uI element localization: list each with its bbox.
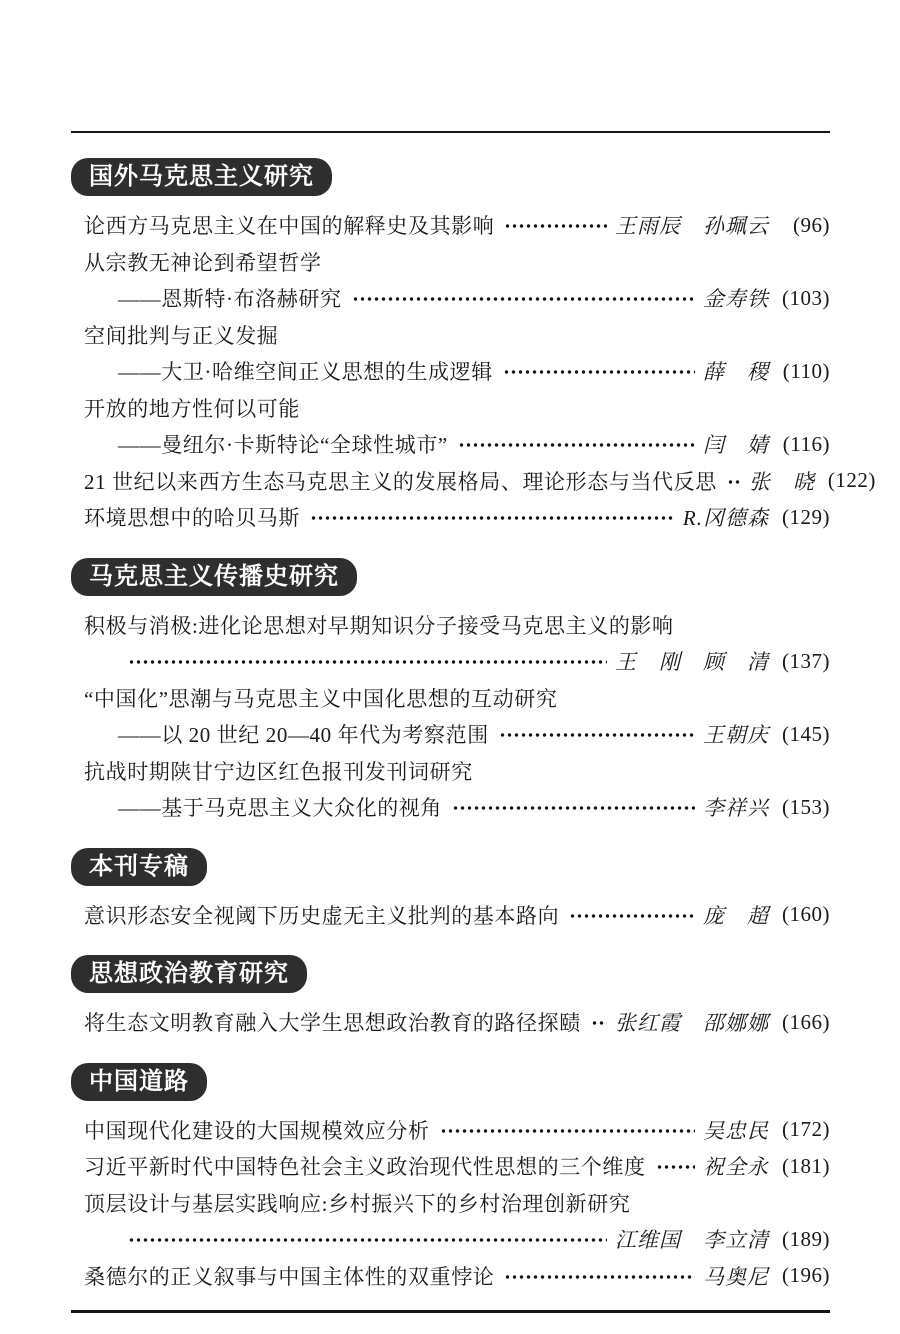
- toc-section: [71, 1041, 830, 1295]
- entry-page-number: (189): [782, 1226, 830, 1251]
- entry-authors: 王雨辰 孙珮云: [615, 214, 769, 239]
- entry-title: ——以 20 世纪 20—40 年代为考察范围: [118, 723, 489, 748]
- entry-authors: 张 晓: [748, 469, 815, 494]
- toc-entry: [71, 789, 830, 826]
- toc-entry: [71, 317, 830, 354]
- toc-entry: [71, 753, 830, 790]
- toc-entry: [71, 1221, 830, 1258]
- section-entries: [71, 207, 876, 536]
- entry-authors: 王朝庆: [703, 723, 769, 748]
- entry-title: “中国化”思潮与马克思主义中国化思想的互动研究: [84, 686, 558, 711]
- entry-page-number: (137): [782, 648, 830, 673]
- dot-leader: [504, 219, 607, 233]
- toc-entry: [71, 463, 876, 500]
- toc-entry: [71, 1185, 830, 1222]
- entry-page-number: (166): [782, 1009, 830, 1034]
- toc-entry: [71, 1258, 830, 1295]
- entry-title: 空间批判与正义发掘: [84, 323, 279, 348]
- toc-entry: [71, 244, 830, 281]
- toc-entry: [71, 390, 830, 427]
- section-entries: [71, 607, 830, 826]
- entry-authors: 吴忠民: [703, 1118, 769, 1143]
- entry-title: 桑德尔的正义叙事与中国主体性的双重悖论: [84, 1264, 495, 1289]
- toc-entry: [71, 499, 830, 536]
- section-badge-label: 国外马克思主义研究: [89, 163, 314, 190]
- entry-authors: 李祥兴: [703, 796, 769, 821]
- entry-title: 开放的地方性何以可能: [84, 396, 300, 421]
- entry-title: ——基于马克思主义大众化的视角: [118, 796, 442, 821]
- entry-page-number: (103): [782, 285, 830, 310]
- section-badge: [71, 158, 332, 196]
- entry-authors: 江维国 李立清: [615, 1228, 769, 1253]
- entry-title: ——曼纽尔·卡斯特论“全球性城市”: [118, 433, 448, 458]
- section-badge: [71, 955, 307, 993]
- dot-leader: [310, 511, 675, 525]
- entry-page-number: (129): [782, 504, 830, 529]
- entry-page-number: (196): [782, 1263, 830, 1288]
- toc-entry: [71, 716, 830, 753]
- entry-authors: 闫 婧: [703, 433, 769, 458]
- dot-leader: [656, 1160, 695, 1174]
- section-badge-label: 马克思主义传播史研究: [89, 562, 339, 590]
- entry-authors: R.冈德森: [682, 506, 769, 531]
- entry-page-number: (181): [782, 1153, 830, 1178]
- entry-authors: 庞 超: [703, 903, 769, 928]
- toc-section: [71, 826, 830, 934]
- section-badge: [71, 558, 357, 596]
- dot-leader: [128, 1233, 607, 1247]
- bottom-rule: [71, 1310, 830, 1313]
- entry-page-number: (110): [782, 358, 830, 383]
- section-badge: [71, 1063, 207, 1101]
- entry-authors: 金寿铁: [703, 287, 769, 312]
- entry-page-number: (145): [782, 721, 830, 746]
- entry-title: 环境思想中的哈贝马斯: [84, 506, 300, 531]
- entry-authors: 祝全永: [703, 1155, 769, 1180]
- dot-leader: [458, 438, 695, 452]
- entry-title: ——大卫·哈维空间正义思想的生成逻辑: [118, 360, 493, 385]
- section-entries: [71, 897, 830, 934]
- toc-entry: [71, 607, 830, 644]
- entry-title: 21 世纪以来西方生态马克思主义的发展格局、理论形态与当代反思: [84, 469, 717, 494]
- dot-leader: [452, 801, 695, 815]
- entry-title: 论西方马克思主义在中国的解释史及其影响: [84, 214, 495, 239]
- toc-section: [71, 933, 830, 1041]
- section-entries: [71, 1004, 830, 1041]
- entry-authors: 马奥尼: [703, 1264, 769, 1289]
- dot-leader: [503, 365, 695, 379]
- section-badge-label: 本刊专稿: [89, 852, 189, 880]
- entry-page-number: (172): [782, 1117, 830, 1142]
- entry-page-number: (96): [793, 212, 830, 237]
- entry-title: 从宗教无神论到希望哲学: [84, 250, 322, 275]
- toc-content: [71, 133, 876, 1294]
- entry-page-number: (116): [782, 431, 830, 456]
- dot-leader: [352, 292, 695, 306]
- entry-page-number: (160): [782, 902, 830, 927]
- section-badge-label: 中国道路: [89, 1067, 189, 1095]
- entry-title: 将生态文明教育融入大学生思想政治教育的路径探赜: [84, 1011, 581, 1036]
- toc-entry: [71, 353, 830, 390]
- toc-entry: [71, 1148, 830, 1185]
- toc-entry: [71, 280, 830, 317]
- entry-title: 顶层设计与基层实践响应:乡村振兴下的乡村治理创新研究: [84, 1191, 631, 1216]
- entry-title: ——恩斯特·布洛赫研究: [118, 287, 342, 312]
- entry-title: 习近平新时代中国特色社会主义政治现代性思想的三个维度: [84, 1155, 646, 1180]
- section-badge-label: 思想政治教育研究: [89, 960, 289, 987]
- section-badge: [71, 848, 207, 886]
- dot-leader: [591, 1016, 607, 1030]
- toc-entry: [71, 897, 830, 934]
- entry-page-number: (153): [782, 794, 830, 819]
- entry-page-number: (122): [827, 468, 876, 493]
- entry-authors: 王 刚 顾 清: [615, 650, 769, 675]
- toc-entry: [71, 1004, 830, 1041]
- entry-title: 抗战时期陕甘宁边区红色报刊发刊词研究: [84, 759, 473, 784]
- dot-leader: [727, 475, 741, 489]
- entry-authors: 张红霞 邵娜娜: [615, 1011, 769, 1036]
- dot-leader: [128, 655, 607, 669]
- toc-entry: [71, 1112, 830, 1149]
- toc-entry: [71, 643, 830, 680]
- toc-section: [71, 536, 830, 826]
- dot-leader: [504, 1270, 695, 1284]
- dot-leader: [569, 909, 695, 923]
- toc-section: [71, 133, 876, 536]
- entry-title: 积极与消极:进化论思想对早期知识分子接受马克思主义的影响: [84, 613, 674, 638]
- toc-entry: [71, 207, 830, 244]
- entry-authors: 薛 稷: [703, 360, 769, 385]
- dot-leader: [499, 728, 695, 742]
- toc-entry: [71, 426, 830, 463]
- entry-title: 中国现代化建设的大国规模效应分析: [84, 1118, 430, 1143]
- toc-entry: [71, 680, 830, 717]
- dot-leader: [440, 1124, 695, 1138]
- entry-title: 意识形态安全视阈下历史虚无主义批判的基本路向: [84, 903, 560, 928]
- section-entries: [71, 1112, 830, 1295]
